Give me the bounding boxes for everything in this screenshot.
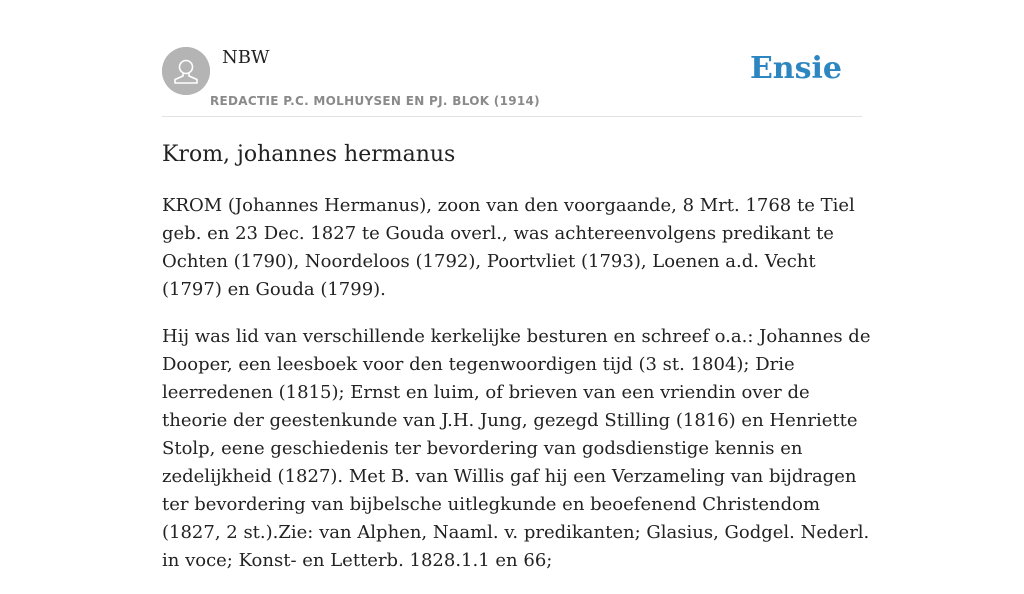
source-subtitle: REDACTIE P.C. MOLHUYSEN EN PJ. BLOK (1914): [210, 94, 540, 108]
user-icon: [162, 47, 210, 95]
article-body: [162, 192, 874, 594]
source-name[interactable]: NBW: [222, 47, 270, 68]
article-header: [162, 0, 862, 117]
avatar[interactable]: [162, 47, 210, 95]
article-paragraph: KROM (Johannes Hermanus), zoon van den voorgaande, 8 Mrt. 1768 te Tiel geb. en 23 Dec. 1827 te Gouda overl., was achtereenvolgens predikant te Ochten (1790), Noordeloos (1792), Poortvliet (1793), Loenen a.d. Vecht (1797) en Gouda (1799).: [162, 195, 855, 300]
article-paragraph: Hij was lid van verschillende kerkelijke besturen en schreef o.a.: Johannes de Dooper, een leesboek voor den tegenwoordigen tijd (3 st. 1804); Drie leerredenen (1815); Ernst en luim, of brieven van een vriendin over de theorie der geestenkunde van J.H. Jung, gezegd Stilling (1816) en Henriette Stolp, eene geschiedenis ter bevordering van godsdienstige kennis en zedelijkheid (1827). Met B. van Willis gaf hij een Verzameling van bijdragen ter bevordering van bijbelsche uitlegkunde en beoefenend Christendom (1827, 2 st.).Zie: van Alphen, Naaml. v. predikanten; Glasius, Godgel. Nederl. in voce; Konst- en Letterb. 1828.1.1 en 66;: [162, 326, 871, 571]
page-title: Krom, johannes hermanus: [162, 142, 456, 167]
brand-logo[interactable]: Ensie: [749, 51, 842, 86]
